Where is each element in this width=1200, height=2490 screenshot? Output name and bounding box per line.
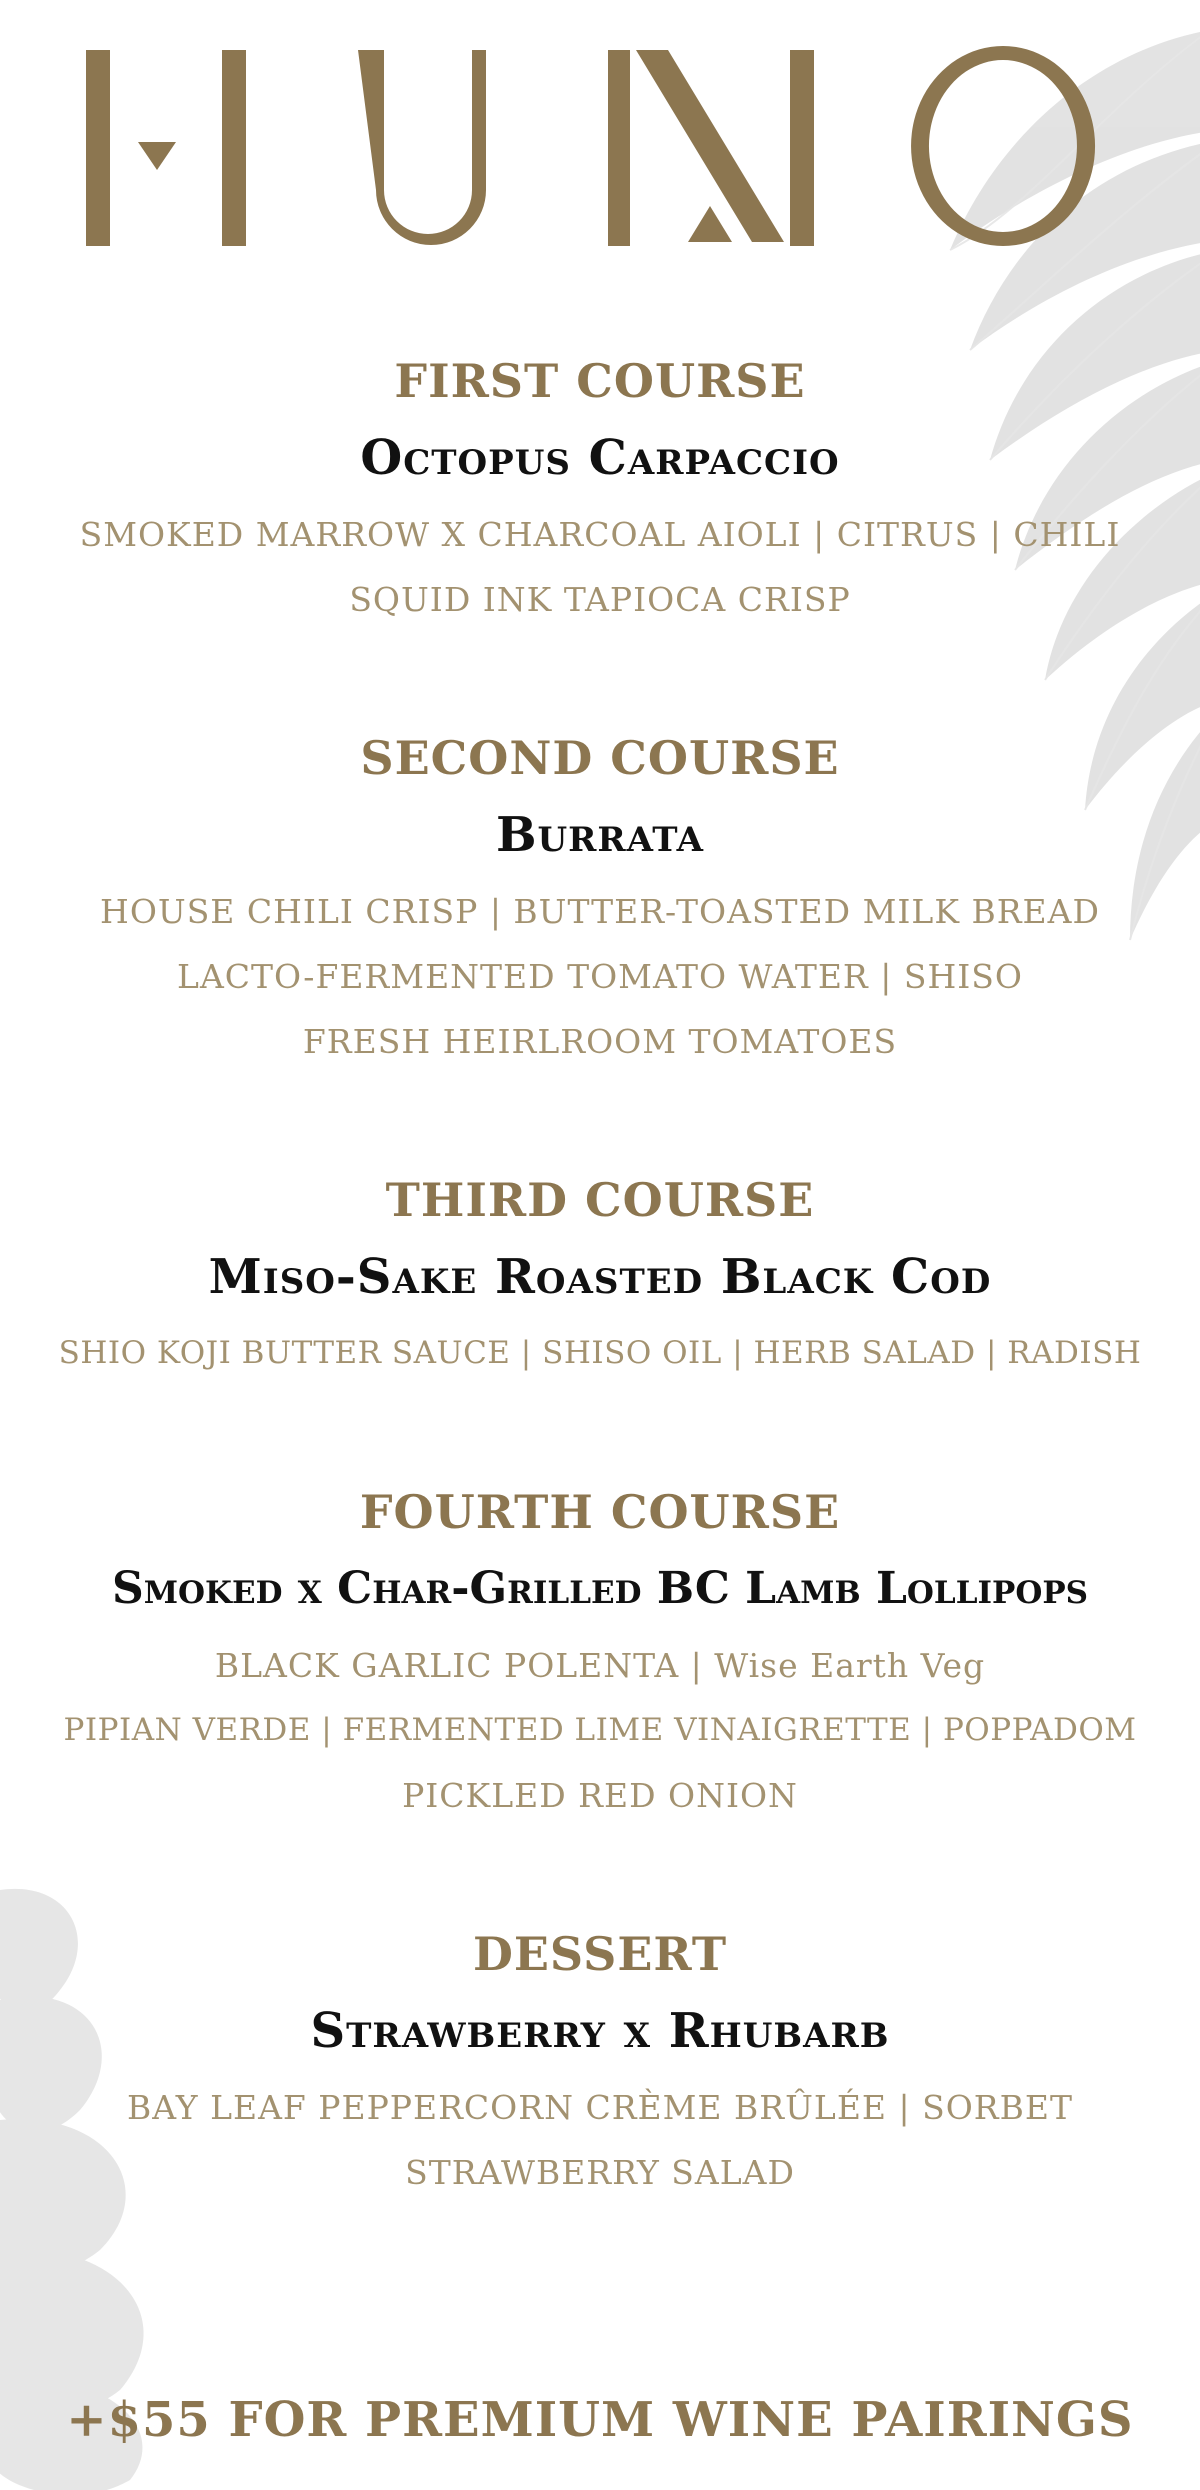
dish-description-line: LACTO-FERMENTED TOMATO WATER | SHISO — [177, 957, 1023, 996]
course-third — [0, 1169, 1200, 1386]
course-fourth — [0, 1481, 1200, 1828]
wine-pairing-footer: +$55 FOR PREMIUM WINE PAIRINGS — [66, 2392, 1134, 2448]
course-heading: FIRST COURSE — [394, 354, 806, 408]
dish-description-line: FRESH HEIRLROOM TOMATOES — [302, 1022, 898, 1061]
dish-description-line: BAY LEAF PEPPERCORN CRÈME BRÛLÉE | SORBET — [127, 2088, 1073, 2127]
course-heading: FOURTH COURSE — [359, 1485, 841, 1539]
dish-name: Strawberry x Rhubarb — [310, 2003, 890, 2059]
humo-logo — [78, 46, 1118, 246]
dish-description-line: BLACK GARLIC POLENTA | Wise Earth Veg — [214, 1646, 986, 1685]
dish-description-line: SMOKED MARROW X CHARCOAL AIOLI | CITRUS | CHILI — [79, 515, 1121, 554]
dish-description-line: SQUID INK TAPIOCA CRISP — [349, 580, 851, 619]
dish-description-line: STRAWBERRY SALAD — [405, 2153, 795, 2192]
dish-description-line: HOUSE CHILI CRISP | BUTTER-TOASTED MILK BREAD — [100, 892, 1100, 931]
dish-name: Burrata — [495, 807, 705, 863]
dish-name: Smoked x Char-Grilled BC Lamb Lollipops — [111, 1563, 1089, 1614]
dish-description-line: SHIO KOJI BUTTER SAUCE | SHISO OIL | HERB SALAD | RADISH — [58, 1335, 1142, 1371]
course-second — [0, 727, 1200, 1074]
dish-description-line: PICKLED RED ONION — [402, 1776, 798, 1815]
course-first — [0, 350, 1200, 632]
course-heading: SECOND COURSE — [360, 731, 840, 785]
dish-description-line: PIPIAN VERDE | FERMENTED LIME VINAIGRETTE | POPPADOM — [63, 1712, 1137, 1748]
dish-name: Miso-Sake Roasted Black Cod — [208, 1249, 992, 1305]
course-dessert — [0, 1923, 1200, 2205]
menu-list — [0, 350, 1200, 2205]
dish-name: Octopus Carpaccio — [360, 430, 840, 486]
course-heading: DESSERT — [472, 1927, 728, 1981]
course-heading: THIRD COURSE — [385, 1173, 815, 1227]
